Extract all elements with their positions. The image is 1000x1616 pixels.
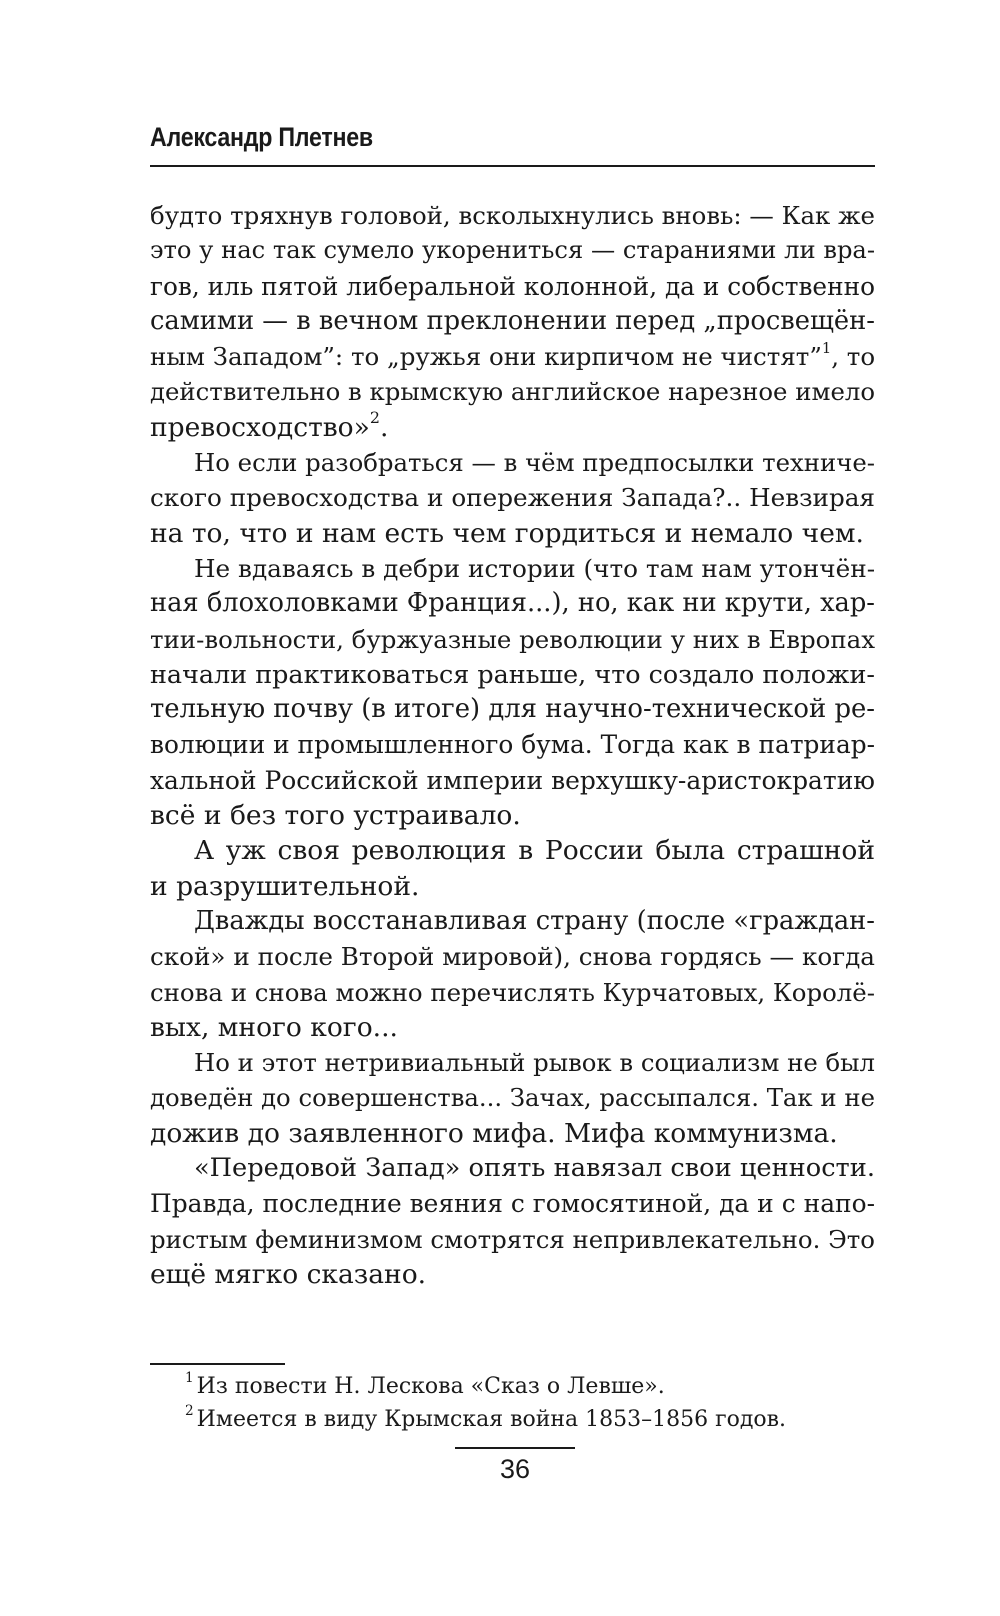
text-segment: превосходство»: [150, 411, 370, 443]
text-line: ристым феминизмом смотрятся непривлекательно. Это: [150, 1224, 875, 1254]
text-line: самими — в вечном преклонении перед „просвещён-: [150, 305, 875, 336]
paragraph: [150, 1045, 875, 1151]
text-line: ской» и после Второй мировой), снова гордясь — когда: [150, 942, 875, 972]
text-line: ная блохоловками Франция...), но, как ни крути, хар-: [150, 588, 875, 619]
author-name: Александр Плетнев: [150, 122, 373, 152]
running-header: [150, 122, 875, 167]
text-line: снова и снова можно перечислять Курчатовых, Королё-: [150, 977, 875, 1007]
page-number-rule: [455, 1447, 575, 1449]
text-line: Не вдаваясь в дебри истории (что там нам утончён-: [194, 553, 876, 583]
body-text: [150, 198, 875, 1292]
page-number: 36: [499, 1454, 531, 1484]
text-line: А уж своя революция в России была страшной: [194, 835, 875, 867]
text-line: будто тряхнув головой, всколыхнулись вновь: — Как же: [150, 201, 875, 230]
paragraph: [150, 1151, 875, 1292]
footnote: [185, 1370, 885, 1403]
text-line: и разрушительной.: [150, 870, 420, 902]
footnote-marker: 1: [821, 340, 832, 358]
text-line: всё и без того устраивало.: [150, 800, 521, 832]
text-line: ещё мягко сказано.: [150, 1258, 427, 1290]
paragraph: [150, 551, 875, 833]
paragraph: [150, 904, 875, 1045]
footnote-text: Имеется в виду Крымская война 1853–1856 годов.: [196, 1407, 787, 1432]
footnotes: [185, 1370, 885, 1436]
text-line: вых, много кого...: [150, 1011, 398, 1043]
text-line: хальной Российской империи верхушку-аристократию: [150, 765, 875, 795]
paragraph: [150, 833, 875, 904]
text-line: доведён до совершенства... Зачах, рассыпался. Так и не: [150, 1083, 875, 1113]
text-line: «Передовой Запад» опять навязал свои ценности.: [194, 1153, 875, 1184]
text-line: действительно в крымскую английское нарезное имело: [150, 377, 875, 407]
text-line: Правда, последние веяния с гомосятиной, да и с напо-: [150, 1189, 875, 1219]
footnote-rule: [150, 1363, 285, 1365]
text-segment: , то: [831, 342, 876, 372]
text-line: это у нас так сумело укорениться — стараниями ли вра-: [150, 236, 875, 265]
text-line: тельную почву (в итоге) для научно-технической ре-: [150, 694, 876, 725]
header-rule: [150, 165, 875, 167]
text-line: тии-вольности, буржуазные революции у них в Европах: [150, 624, 875, 654]
text-line: дожив до заявленного мифа. Мифа коммунизма.: [150, 1117, 838, 1149]
text-segment: ным Западом”: то „ружья они кирпичом не чистят”: [150, 342, 822, 372]
footnote-number: 1: [185, 1369, 194, 1386]
text-line: Дважды восстанавливая страну (после «граждан-: [194, 905, 875, 936]
text-line: [150, 339, 875, 374]
text-line: волюции и промышленного бума. Тогда как в патриар-: [150, 730, 875, 760]
paragraph: [150, 198, 875, 445]
text-line: ского превосходства и опережения Запада?.. Невзирая: [150, 483, 875, 513]
paragraph: [150, 445, 875, 551]
footnote: [185, 1403, 885, 1436]
text-line: на то, что и нам есть чем гордиться и немало чем.: [150, 517, 864, 549]
text-line: начали практиковаться раньше, что создало положи-: [150, 658, 875, 689]
text-line: Но если разобраться — в чём предпосылки техниче-: [194, 448, 875, 478]
text-line: гов, иль пятой либеральной колонной, да и собственно: [150, 271, 875, 301]
footnote-marker: 2: [369, 407, 380, 427]
text-line: [150, 407, 875, 445]
text-line: Но и этот нетривиальный рывок в социализм не был: [194, 1048, 875, 1078]
footnote-number: 2: [185, 1402, 194, 1419]
footnote-text: Из повести Н. Лескова «Сказ о Левше».: [196, 1374, 665, 1399]
text-segment: .: [379, 411, 389, 443]
